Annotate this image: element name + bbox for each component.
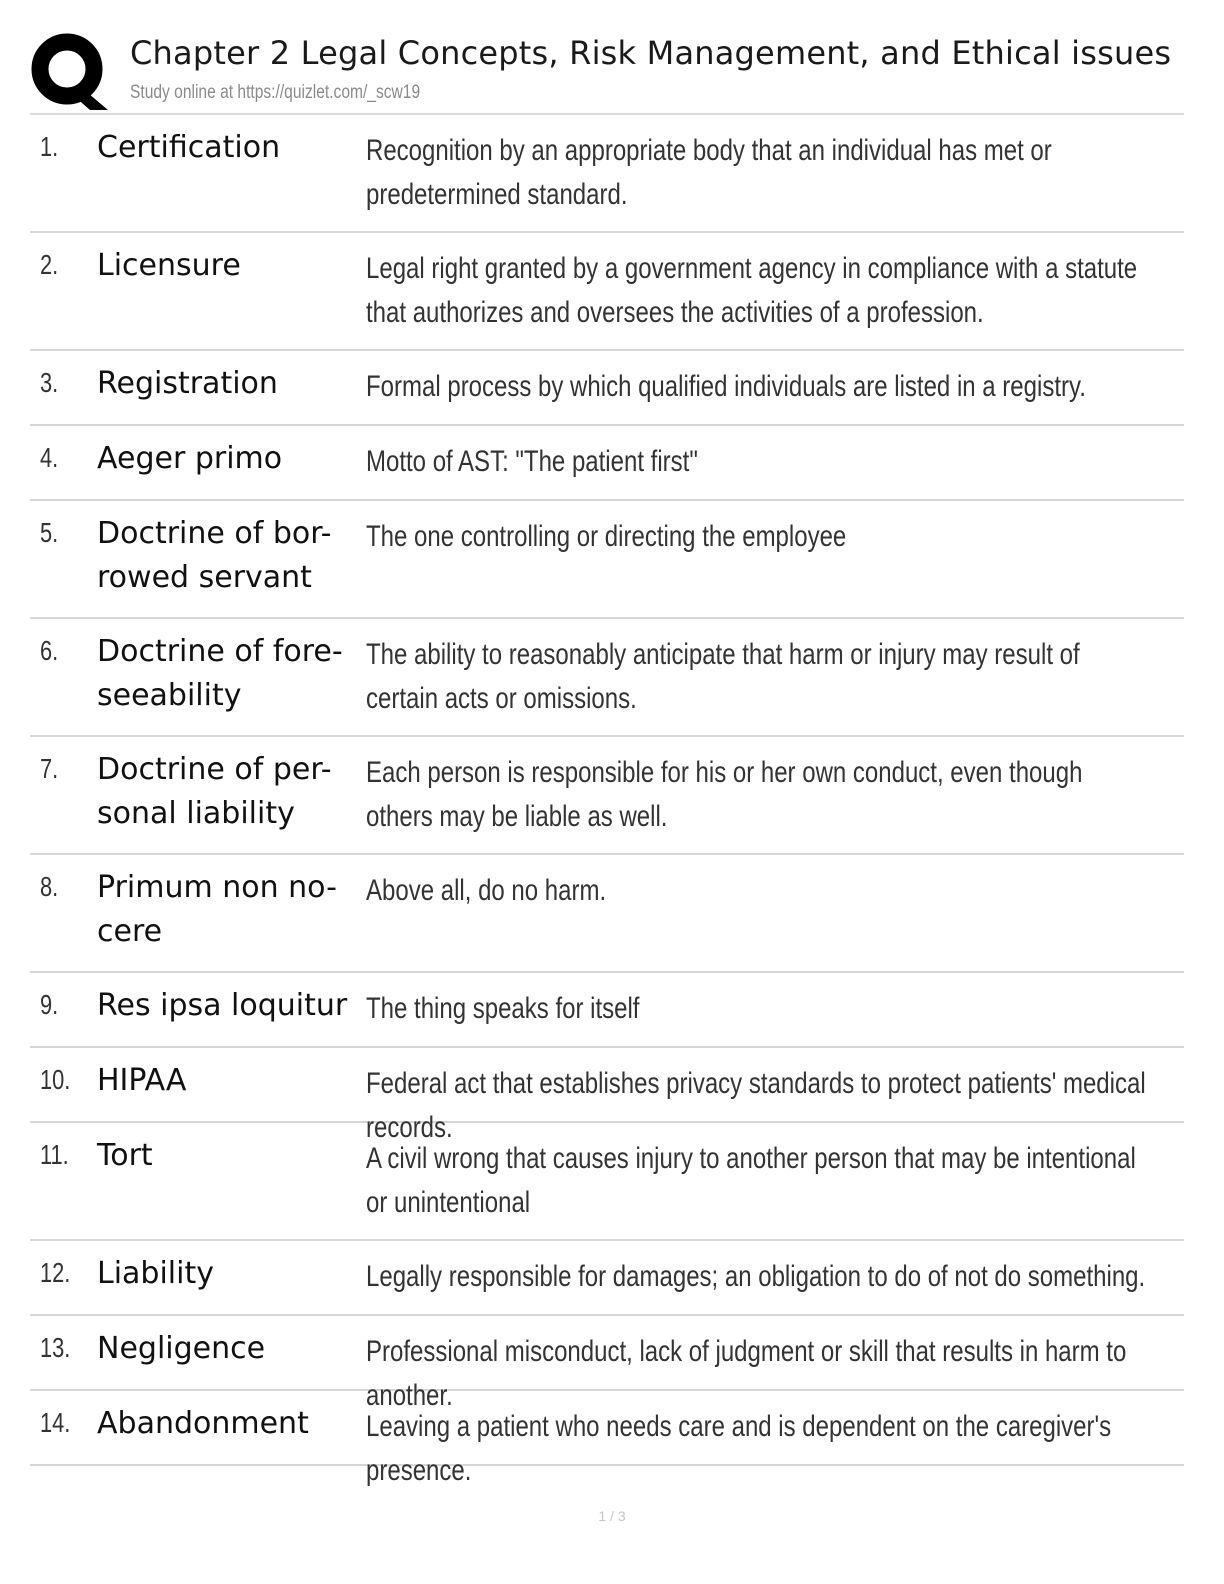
page-number: 1 / 3 <box>598 1508 626 1524</box>
card-term: Aeger primo <box>97 441 283 476</box>
page-title: Chapter 2 Legal Concepts, Risk Management, and Ethical issues <box>130 34 1172 72</box>
card-term: Registration <box>97 366 278 401</box>
card-definition: Formal process by which qualified individuals are listed in a registry. <box>366 370 1086 403</box>
card-number: 14. <box>40 1407 71 1438</box>
card-definition: The ability to reasonably anticipate that harm or injury may result of certain acts or omissions. <box>366 638 1080 715</box>
card-number: 4. <box>40 442 59 473</box>
card-definition: Federal act that establishes privacy standards to protect patients' medical records. <box>366 1067 1146 1144</box>
card-definition: Motto of AST: "The patient first" <box>366 445 698 478</box>
flashcard-row <box>30 973 1184 1048</box>
card-number: 2. <box>40 249 59 280</box>
card-number: 6. <box>40 635 59 666</box>
card-definition: Above all, do no harm. <box>366 874 607 907</box>
flashcard-list <box>30 115 1184 1487</box>
flashcard-row <box>30 233 1184 351</box>
card-term: Res ipsa loquitur <box>97 988 348 1023</box>
card-number: 13. <box>40 1332 71 1363</box>
card-term: Licensure <box>97 248 241 283</box>
card-definition: A civil wrong that causes injury to another person that may be intentional or unintentional <box>366 1142 1136 1219</box>
card-definition: Recognition by an appropriate body that an individual has met or predetermined standard. <box>366 134 1052 211</box>
card-number: 3. <box>40 367 59 398</box>
flashcard-row <box>30 737 1184 855</box>
card-definition: Legal right granted by a government agency in compliance with a statute that authorizes and oversees the activities of a profession. <box>366 252 1138 329</box>
card-term: Certification <box>97 130 281 165</box>
card-number: 11. <box>40 1139 69 1170</box>
flashcard-row <box>30 501 1184 619</box>
card-definition: Leaving a patient who needs care and is dependent on the caregiver's presence. <box>366 1410 1112 1487</box>
flashcard-row <box>30 351 1184 426</box>
flashcard-row <box>30 1241 1184 1316</box>
card-term: Tort <box>97 1138 153 1173</box>
flashcard-row <box>30 1391 1184 1487</box>
card-term: Primum non no-cere <box>97 870 337 949</box>
card-term: Doctrine of bor-rowed servant <box>97 516 332 595</box>
card-term: Abandonment <box>97 1406 309 1441</box>
flashcard-row <box>30 1123 1184 1241</box>
flashcard-row <box>30 855 1184 973</box>
page-header <box>30 28 1190 108</box>
card-number: 9. <box>40 989 59 1020</box>
card-term: Doctrine of per-sonal liability <box>97 752 332 831</box>
flashcard-row <box>30 115 1184 233</box>
study-online-link[interactable]: Study online at https://quizlet.com/_scw19 <box>130 82 421 103</box>
quizlet-q-logo-icon <box>30 32 110 112</box>
card-definition: Each person is responsible for his or her own conduct, even though others may be liable as well. <box>366 756 1083 833</box>
card-definition: Legally responsible for damages; an obligation to do of not do something. <box>366 1260 1146 1293</box>
card-term: Doctrine of fore-seeability <box>97 634 343 713</box>
card-number: 12. <box>40 1257 71 1288</box>
card-term: HIPAA <box>97 1063 187 1098</box>
card-definition: The thing speaks for itself <box>366 992 640 1025</box>
card-definition: Professional misconduct, lack of judgment or skill that results in harm to another. <box>366 1335 1127 1412</box>
flashcard-row <box>30 1048 1184 1144</box>
flashcard-row <box>30 1316 1184 1412</box>
card-number: 10. <box>40 1064 71 1095</box>
card-term: Liability <box>97 1256 214 1291</box>
card-number: 5. <box>40 517 59 548</box>
card-definition: The one controlling or directing the employee <box>366 520 847 553</box>
card-term: Negligence <box>97 1331 266 1366</box>
card-number: 7. <box>40 753 59 784</box>
flashcard-row <box>30 426 1184 501</box>
flashcard-row <box>30 619 1184 737</box>
card-number: 1. <box>40 131 59 162</box>
card-number: 8. <box>40 871 59 902</box>
